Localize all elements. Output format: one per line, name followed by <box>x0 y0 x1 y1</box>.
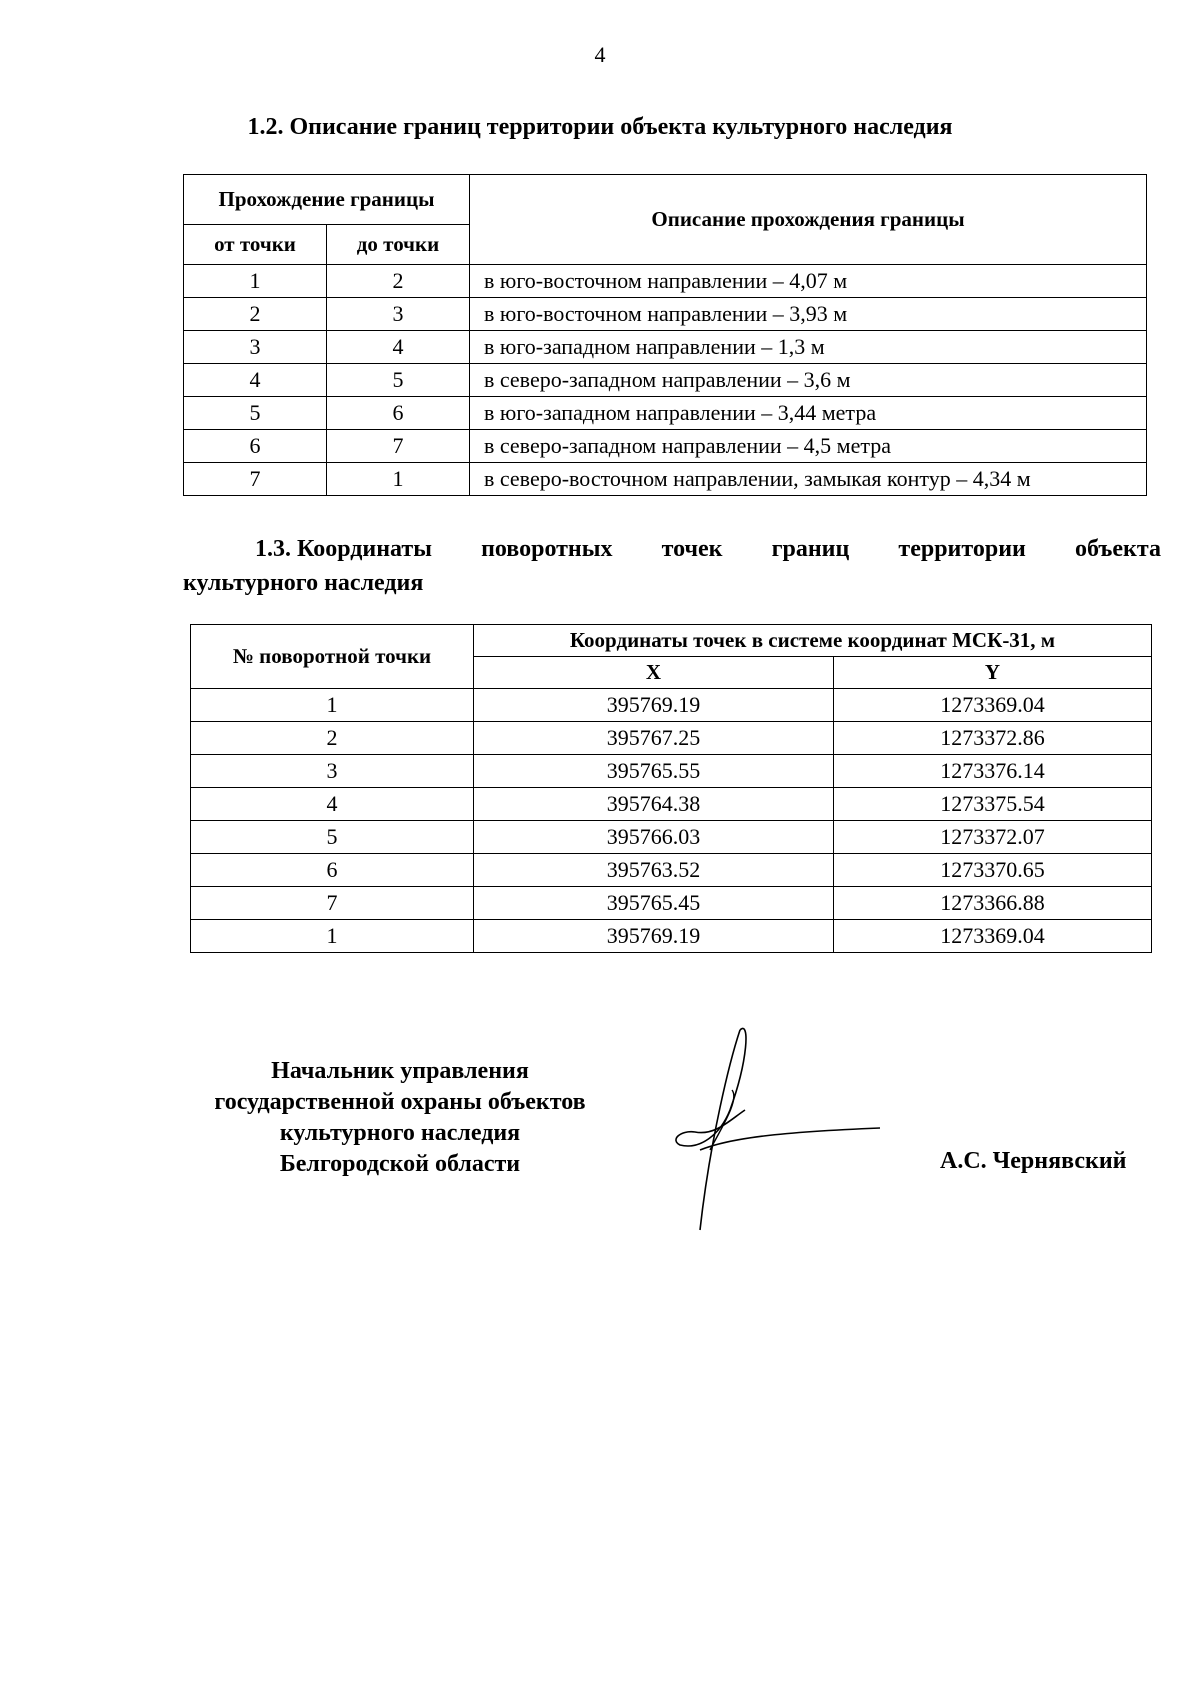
to-point-cell: 6 <box>327 397 470 430</box>
y-coordinate-cell: 1273375.54 <box>834 788 1152 821</box>
point-number-cell: 1 <box>191 689 474 722</box>
x-coordinate-cell: 395769.19 <box>474 689 834 722</box>
from-point-cell: 1 <box>184 265 327 298</box>
title-word: точек <box>661 536 723 562</box>
header-to-point: до точки <box>327 225 470 265</box>
table-row <box>184 397 1147 430</box>
from-point-cell: 7 <box>184 463 327 496</box>
signatory-name: А.С. Чернявский <box>940 1148 1127 1174</box>
section-13-title-line2: культурного наследия <box>183 570 424 596</box>
point-number-cell: 6 <box>191 854 474 887</box>
table-row <box>191 788 1152 821</box>
section-13-title <box>183 532 1161 600</box>
to-point-cell: 2 <box>327 265 470 298</box>
table-row <box>191 689 1152 722</box>
x-coordinate-cell: 395765.45 <box>474 887 834 920</box>
table-row <box>191 854 1152 887</box>
y-coordinate-cell: 1273372.86 <box>834 722 1152 755</box>
point-number-cell: 2 <box>191 722 474 755</box>
coordinate-rows <box>191 689 1152 953</box>
table-row <box>191 821 1152 854</box>
point-number-cell: 3 <box>191 755 474 788</box>
from-point-cell: 4 <box>184 364 327 397</box>
x-coordinate-cell: 395767.25 <box>474 722 834 755</box>
header-point-number: № поворотной точки <box>191 625 474 689</box>
x-coordinate-cell: 395763.52 <box>474 854 834 887</box>
position-line: государственной охраны объектов <box>214 1089 586 1115</box>
from-point-cell: 3 <box>184 331 327 364</box>
x-coordinate-cell: 395764.38 <box>474 788 834 821</box>
title-word: 1.3. Координаты <box>255 536 432 562</box>
position-line: Белгородской области <box>279 1151 521 1177</box>
position-line: культурного наследия <box>279 1120 521 1146</box>
boundary-rows <box>184 265 1147 496</box>
to-point-cell: 5 <box>327 364 470 397</box>
point-number-cell: 5 <box>191 821 474 854</box>
title-word: границ <box>771 536 850 562</box>
header-from-point: от точки <box>184 225 327 265</box>
section-12-title: 1.2. Описание границ территории объекта культурного наследия <box>247 114 953 140</box>
description-cell: в юго-западном направлении – 3,44 метра <box>470 397 1147 430</box>
y-coordinate-cell: 1273369.04 <box>834 689 1152 722</box>
table-row <box>191 887 1152 920</box>
to-point-cell: 4 <box>327 331 470 364</box>
table-row <box>184 430 1147 463</box>
description-cell: в юго-восточном направлении – 3,93 м <box>470 298 1147 331</box>
from-point-cell: 6 <box>184 430 327 463</box>
page-number: 4 <box>594 42 606 67</box>
from-point-cell: 2 <box>184 298 327 331</box>
y-coordinate-cell: 1273372.07 <box>834 821 1152 854</box>
from-point-cell: 5 <box>184 397 327 430</box>
table-row <box>191 722 1152 755</box>
title-word: поворотных <box>481 536 613 562</box>
boundary-description-table <box>183 174 1147 496</box>
description-cell: в северо-восточном направлении, замыкая контур – 4,34 м <box>470 463 1147 496</box>
table-row <box>184 331 1147 364</box>
x-coordinate-cell: 395766.03 <box>474 821 834 854</box>
point-number-cell: 4 <box>191 788 474 821</box>
to-point-cell: 7 <box>327 430 470 463</box>
section-13-title-line1 <box>183 532 1161 566</box>
point-number-cell: 1 <box>191 920 474 953</box>
handwritten-signature <box>670 1020 900 1240</box>
title-word: территории <box>898 536 1026 562</box>
y-coordinate-cell: 1273376.14 <box>834 755 1152 788</box>
header-y: Y <box>834 657 1152 689</box>
coordinates-table <box>190 624 1152 953</box>
point-number-cell: 7 <box>191 887 474 920</box>
x-coordinate-cell: 395769.19 <box>474 920 834 953</box>
table-row <box>191 920 1152 953</box>
header-boundary-passage: Прохождение границы <box>184 175 470 225</box>
to-point-cell: 3 <box>327 298 470 331</box>
description-cell: в северо-западном направлении – 3,6 м <box>470 364 1147 397</box>
header-x: X <box>474 657 834 689</box>
header-coordinates: Координаты точек в системе координат МСК-31, м <box>474 625 1152 657</box>
header-boundary-description: Описание прохождения границы <box>470 175 1147 265</box>
to-point-cell: 1 <box>327 463 470 496</box>
y-coordinate-cell: 1273369.04 <box>834 920 1152 953</box>
description-cell: в юго-западном направлении – 1,3 м <box>470 331 1147 364</box>
table-row <box>184 463 1147 496</box>
y-coordinate-cell: 1273366.88 <box>834 887 1152 920</box>
x-coordinate-cell: 395765.55 <box>474 755 834 788</box>
signatory-position <box>190 1056 610 1180</box>
position-line: Начальник управления <box>271 1058 529 1084</box>
table-row <box>184 265 1147 298</box>
y-coordinate-cell: 1273370.65 <box>834 854 1152 887</box>
title-word: объекта <box>1074 536 1161 562</box>
table-row <box>184 364 1147 397</box>
table-row <box>191 755 1152 788</box>
description-cell: в юго-восточном направлении – 4,07 м <box>470 265 1147 298</box>
description-cell: в северо-западном направлении – 4,5 метра <box>470 430 1147 463</box>
table-row <box>184 298 1147 331</box>
